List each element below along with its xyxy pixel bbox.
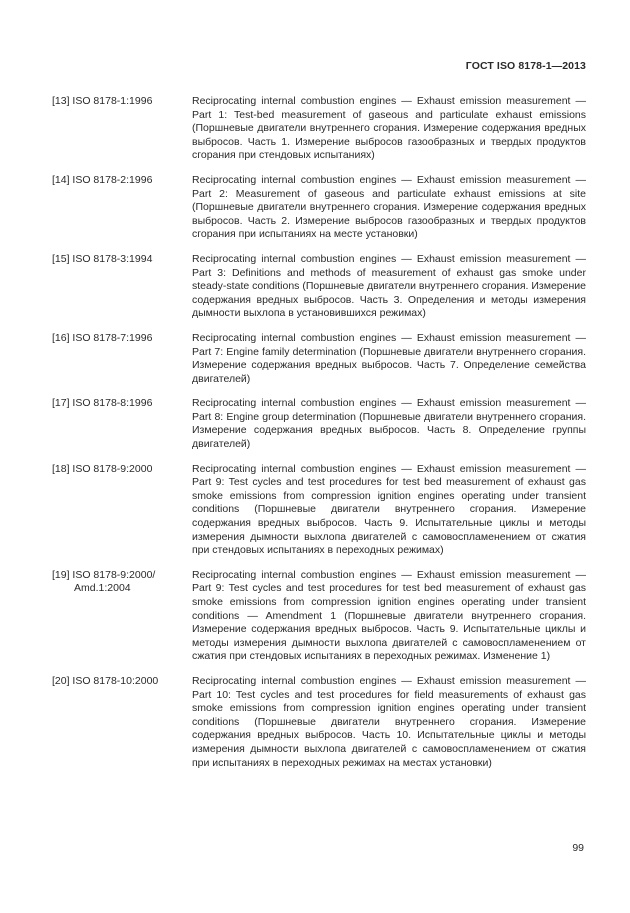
bibliography-entry	[52, 675, 586, 770]
reference-id-line: [20] ISO 8178-10:2000	[52, 674, 159, 687]
reference-id-line: [16] ISO 8178-7:1996	[52, 331, 153, 344]
reference-text: Reciprocating internal combustion engines — Exhaust emission measurement — Part 10: Test cycles and test procedures for field measurements of exhaust gas smoke emissions from compression ignition engines operating under transient conditions (Поршневые двигатели внутреннего сгорания. Измерение содержания вредных выбросов. Часть 10. Испытательные циклы и методы измерения дымности выхлопа двигателей с самовоспламенением от сжатия при испытаниях в переходных режимах на местах установки)	[192, 674, 586, 769]
reference-text: Reciprocating internal combustion engines — Exhaust emission measurement — Part 8: Engine group determination (Поршневые двигатели внутреннего сгорания. Измерение содержания вредных выбросов. Часть 8. Определение группы двигателей)	[192, 397, 586, 451]
reference-id-line: [17] ISO 8178-8:1996	[52, 397, 153, 410]
bibliography-list	[52, 95, 586, 781]
reference-id-line-2: Amd.1:2004	[74, 582, 131, 595]
reference-text: Reciprocating internal combustion engines — Exhaust emission measurement — Part 2: Measurement of gaseous and particulate exhaust emissions at site (Поршневые двигатели внутреннего сгорания. Измерение содержания вредных выбросов. Часть 2. Измерение выбросов газообразных и твердых продуктов сгорания при испытаниях на месте установки)	[192, 173, 586, 241]
reference-id	[52, 675, 192, 689]
bibliography-entry	[52, 569, 586, 664]
reference-text: Reciprocating internal combustion engines — Exhaust emission measurement — Part 9: Test cycles and test procedures for test bed measurement of exhaust gas smoke emissions from compression ignition engines operating under transient conditions (Поршневые двигатели внутреннего сгорания. Измерение содержания вредных выбросов. Часть 9. Испытательные циклы и методы измерения дымности выхлопа двигателей с самовоспламенением от сжатия при стендовых испытаниях в переходных режимах)	[192, 462, 586, 557]
reference-id-line: [19] ISO 8178-9:2000/	[52, 568, 156, 581]
reference-id-line: [13] ISO 8178-1:1996	[52, 95, 153, 107]
bibliography-entry	[52, 174, 586, 242]
reference-id	[52, 569, 192, 596]
bibliography-entry	[52, 332, 586, 386]
reference-id	[52, 397, 192, 411]
bibliography-entry	[52, 95, 586, 163]
reference-text: Reciprocating internal combustion engines — Exhaust emission measurement — Part 1: Test-bed measurement of gaseous and particulate exhaust emissions (Поршневые двигатели внутреннего сгорания. Измерение содержания вредных выбросов. Часть 1. Измерение выбросов газообразных и твердых продуктов сгорания при стендовых испытаниях)	[192, 95, 586, 162]
bibliography-entry	[52, 463, 586, 558]
page-header-standard-code: ГОСТ ISO 8178-1—2013	[465, 60, 586, 72]
reference-id-line: [18] ISO 8178-9:2000	[52, 462, 153, 475]
reference-id	[52, 95, 192, 109]
bibliography-entry	[52, 397, 586, 451]
reference-id	[52, 332, 192, 346]
bibliography-entry	[52, 253, 586, 321]
reference-id-line: [14] ISO 8178-2:1996	[52, 173, 153, 186]
reference-text: Reciprocating internal combustion engines — Exhaust emission measurement — Part 7: Engine family determination (Поршневые двигатели внутреннего сгорания. Измерение содержания вредных выбросов. Часть 7. Определение семейства двигателей)	[192, 331, 586, 385]
reference-id	[52, 174, 192, 188]
reference-id-line: [15] ISO 8178-3:1994	[52, 252, 153, 265]
reference-id	[52, 253, 192, 267]
page-number: 99	[572, 842, 584, 854]
reference-text: Reciprocating internal combustion engines — Exhaust emission measurement — Part 3: Definitions and methods of measurement of exhaust gas smoke under steady-state conditions (Поршневые двигатели внутреннего сгорания. Измерение содержания вредных выбросов. Часть 3. Определения и методы измерения дымности выхлопа в установившихся режимах)	[192, 252, 586, 320]
reference-id	[52, 463, 192, 477]
reference-text: Reciprocating internal combustion engines — Exhaust emission measurement — Part 9: Test cycles and test procedures for test bed measurement of exhaust gas smoke emissions from compression ignition engines operating under transient conditions — Amendment 1 (Поршневые двигатели внутреннего сгорания. Измерение содержания вредных выбросов. Часть 9. Испытательные циклы и методы измерения дымности выхлопа двигателей с самовоспламенением от сжатия при стендовых испытаниях в переходных режимах. Изменение 1)	[192, 568, 586, 663]
